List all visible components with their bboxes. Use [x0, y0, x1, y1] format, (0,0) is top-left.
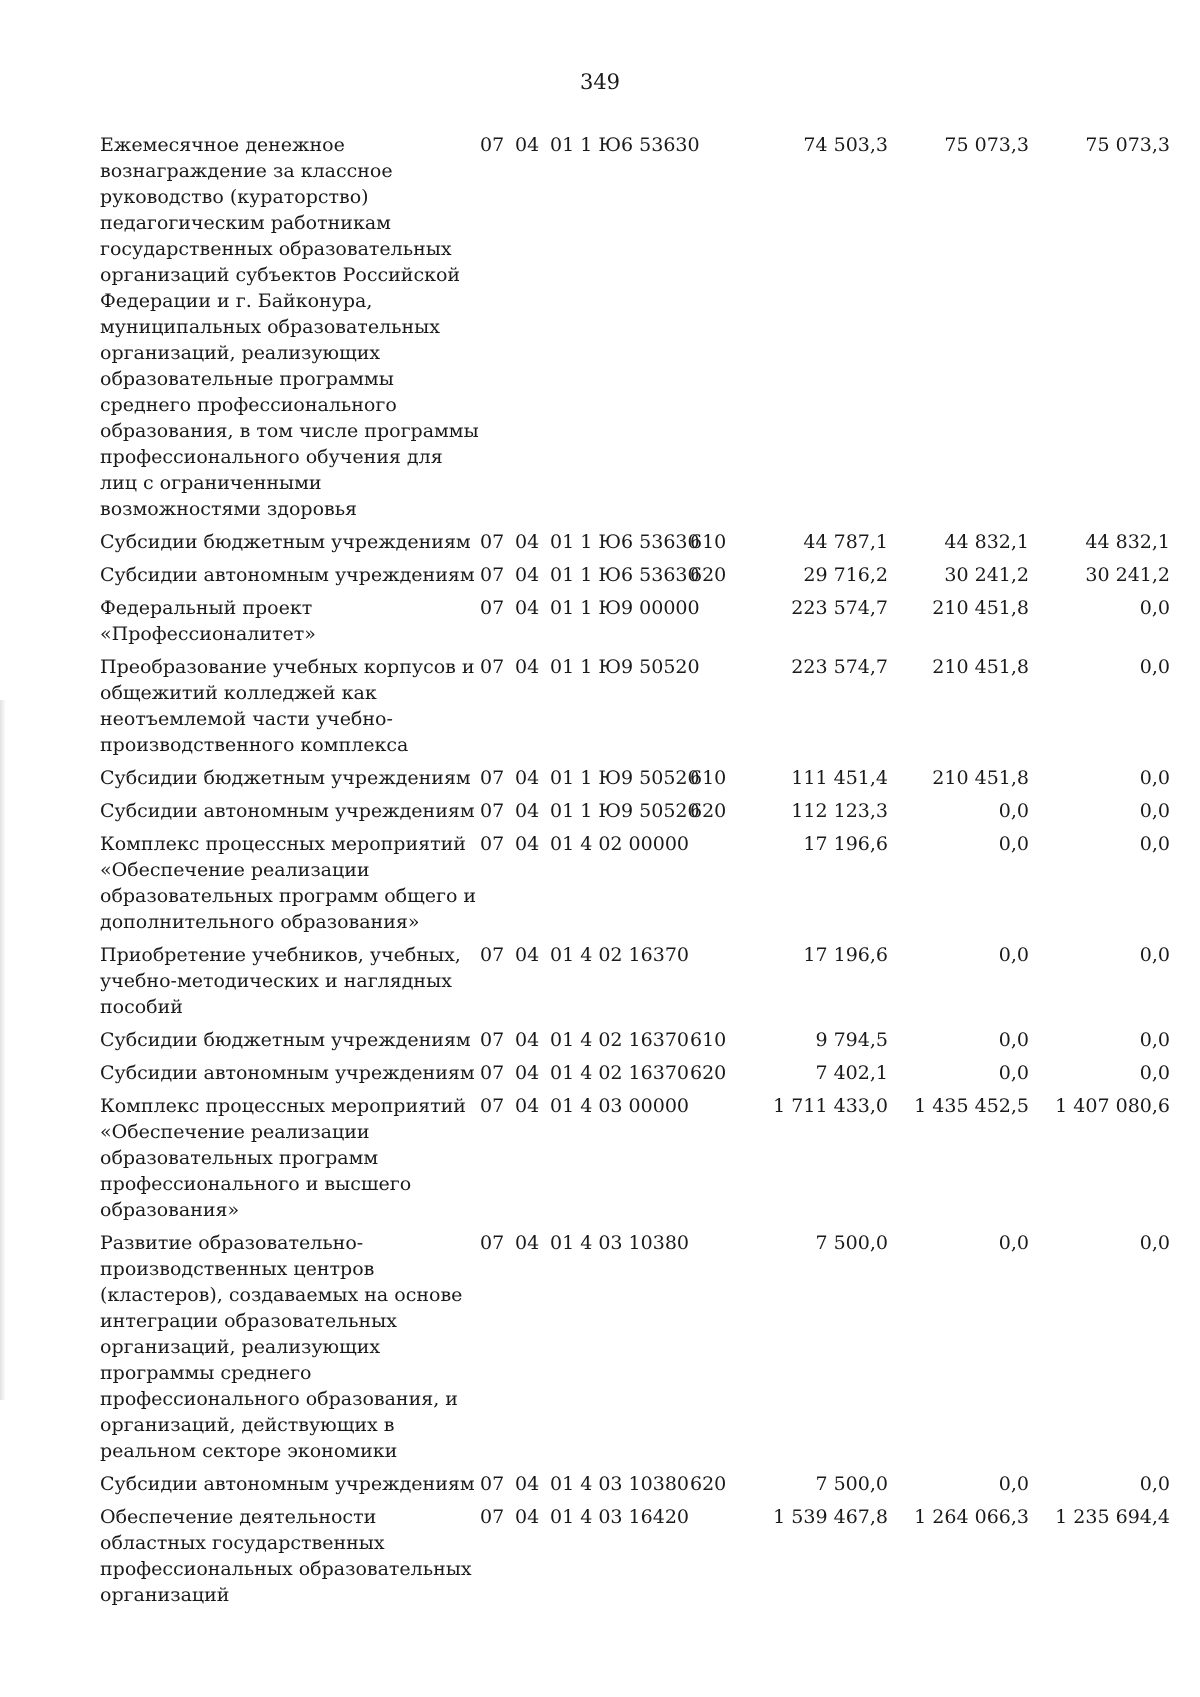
target-article-code: 01 1 Ю9 50520 [550, 656, 700, 678]
item-name: Субсидии автономным учреждениям [100, 1062, 475, 1084]
subsection-code: 04 [515, 597, 540, 619]
amount-year-1: 74 503,3 [803, 134, 888, 156]
amount-year-3: 0,0 [1139, 944, 1170, 966]
target-article-code: 01 4 03 10380 [550, 1232, 690, 1254]
target-article-code: 01 4 03 00000 [550, 1095, 690, 1117]
item-name: Комплекс процессных мероприятий «Обеспечение реализации образовательных программ общего и дополнительного образования» [100, 833, 477, 933]
item-name: Ежемесячное денежное вознаграждение за классное руководство (кураторство) педагогическим работникам государственных образовательных организаций субъектов Российской Федерации и г. Байконура, муниципальных образовательных организаций, реализующих образовательные программы среднего профессионального образования, в том числе программы профессионального обучения для лиц с ограниченными возможностями здоровья [100, 134, 479, 520]
section-code: 07 [480, 531, 505, 553]
subsection-code: 04 [515, 656, 540, 678]
amount-year-1: 1 539 467,8 [773, 1506, 888, 1528]
subsection-code: 04 [515, 944, 540, 966]
expense-type-code [690, 831, 740, 942]
subsection-code: 04 [515, 767, 540, 789]
item-name: Субсидии автономным учреждениям [100, 1473, 475, 1495]
amount-year-2: 0,0 [998, 944, 1029, 966]
expense-type-code: 610 [690, 1029, 727, 1051]
subsection-code: 04 [515, 564, 540, 586]
target-article-code: 01 4 03 16420 [550, 1506, 690, 1528]
amount-year-2: 44 832,1 [944, 531, 1029, 553]
amount-year-3: 44 832,1 [1085, 531, 1170, 553]
amount-year-2: 0,0 [998, 1232, 1029, 1254]
expense-type-code: 610 [690, 531, 727, 553]
subsection-code: 04 [515, 1029, 540, 1051]
item-name: Субсидии бюджетным учреждениям [100, 531, 471, 553]
subsection-code: 04 [515, 1506, 540, 1528]
section-code: 07 [480, 134, 505, 156]
target-article-code: 01 1 Ю9 50520 [550, 800, 700, 822]
item-name: Развитие образовательно-производственных центров (кластеров), создаваемых на основе интеграции образовательных организаций, реализующих программы среднего профессионального образования, и организаций, действующих в реальном секторе экономики [100, 1232, 463, 1462]
item-name: Субсидии автономным учреждениям [100, 564, 475, 586]
table-row [100, 798, 1170, 831]
subsection-code: 04 [515, 1232, 540, 1254]
subsection-code: 04 [515, 531, 540, 553]
target-article-code: 01 4 02 16370 [550, 1062, 690, 1084]
amount-year-3: 0,0 [1139, 1473, 1170, 1495]
budget-table-body [100, 132, 1170, 1615]
section-code: 07 [480, 800, 505, 822]
table-row [100, 595, 1170, 654]
amount-year-2: 30 241,2 [944, 564, 1029, 586]
amount-year-3: 0,0 [1139, 833, 1170, 855]
section-code: 07 [480, 1029, 505, 1051]
amount-year-1: 7 500,0 [815, 1232, 888, 1254]
table-row [100, 1230, 1170, 1471]
amount-year-1: 1 711 433,0 [773, 1095, 888, 1117]
amount-year-1: 29 716,2 [803, 564, 888, 586]
amount-year-2: 0,0 [998, 1029, 1029, 1051]
subsection-code: 04 [515, 800, 540, 822]
table-row [100, 654, 1170, 765]
amount-year-1: 223 574,7 [791, 656, 888, 678]
section-code: 07 [480, 1473, 505, 1495]
item-name: Субсидии бюджетным учреждениям [100, 1029, 471, 1051]
amount-year-2: 0,0 [998, 833, 1029, 855]
amount-year-3: 30 241,2 [1085, 564, 1170, 586]
amount-year-1: 7 500,0 [815, 1473, 888, 1495]
amount-year-2: 210 451,8 [932, 767, 1029, 789]
table-row [100, 562, 1170, 595]
table-row [100, 765, 1170, 798]
amount-year-3: 0,0 [1139, 767, 1170, 789]
target-article-code: 01 1 Ю6 53630 [550, 134, 700, 156]
table-row [100, 132, 1170, 529]
subsection-code: 04 [515, 1095, 540, 1117]
target-article-code: 01 4 02 16370 [550, 1029, 690, 1051]
item-name: Комплекс процессных мероприятий «Обеспечение реализации образовательных программ профессионального и высшего образования» [100, 1095, 466, 1221]
amount-year-1: 112 123,3 [791, 800, 888, 822]
target-article-code: 01 1 Ю6 53630 [550, 531, 700, 553]
subsection-code: 04 [515, 134, 540, 156]
section-code: 07 [480, 564, 505, 586]
amount-year-1: 111 451,4 [791, 767, 888, 789]
scan-edge-shadow [0, 700, 6, 1400]
table-row [100, 1060, 1170, 1093]
subsection-code: 04 [515, 1473, 540, 1495]
expense-type-code [690, 942, 740, 1027]
amount-year-1: 9 794,5 [815, 1029, 888, 1051]
target-article-code: 01 1 Ю9 00000 [550, 597, 700, 619]
section-code: 07 [480, 1062, 505, 1084]
amount-year-2: 1 435 452,5 [914, 1095, 1029, 1117]
page-number: 349 [579, 70, 621, 94]
table-row [100, 1471, 1170, 1504]
expense-type-code [690, 1230, 740, 1471]
amount-year-3: 0,0 [1139, 656, 1170, 678]
amount-year-2: 210 451,8 [932, 597, 1029, 619]
target-article-code: 01 4 02 00000 [550, 833, 690, 855]
amount-year-2: 0,0 [998, 800, 1029, 822]
section-code: 07 [480, 656, 505, 678]
amount-year-1: 223 574,7 [791, 597, 888, 619]
amount-year-3: 75 073,3 [1085, 134, 1170, 156]
amount-year-3: 0,0 [1139, 1029, 1170, 1051]
expense-type-code [690, 1504, 740, 1615]
item-name: Субсидии автономным учреждениям [100, 800, 475, 822]
item-name: Приобретение учебников, учебных, учебно-методических и наглядных пособий [100, 944, 461, 1018]
amount-year-1: 44 787,1 [803, 531, 888, 553]
item-name: Федеральный проект «Профессионалитет» [100, 597, 316, 645]
amount-year-1: 17 196,6 [803, 944, 888, 966]
table-row [100, 942, 1170, 1027]
target-article-code: 01 1 Ю6 53630 [550, 564, 700, 586]
amount-year-3: 0,0 [1139, 1062, 1170, 1084]
expense-type-code [690, 1093, 740, 1230]
item-name: Преобразование учебных корпусов и общежитий колледжей как неотъемлемой части учебно-производственного комплекса [100, 656, 475, 756]
target-article-code: 01 4 03 10380 [550, 1473, 690, 1495]
table-row [100, 1093, 1170, 1230]
table-row [100, 831, 1170, 942]
expense-type-code: 620 [690, 564, 727, 586]
subsection-code: 04 [515, 1062, 540, 1084]
table-row [100, 529, 1170, 562]
amount-year-2: 0,0 [998, 1062, 1029, 1084]
expense-type-code: 620 [690, 1473, 727, 1495]
amount-year-3: 0,0 [1139, 800, 1170, 822]
amount-year-3: 0,0 [1139, 597, 1170, 619]
amount-year-3: 1 407 080,6 [1055, 1095, 1170, 1117]
section-code: 07 [480, 944, 505, 966]
amount-year-3: 1 235 694,4 [1055, 1506, 1170, 1528]
table-row [100, 1504, 1170, 1615]
expense-type-code: 610 [690, 767, 727, 789]
section-code: 07 [480, 833, 505, 855]
item-name: Обеспечение деятельности областных государственных профессиональных образовательных организаций [100, 1506, 472, 1606]
expense-type-code [690, 132, 740, 529]
subsection-code: 04 [515, 833, 540, 855]
section-code: 07 [480, 597, 505, 619]
amount-year-2: 75 073,3 [944, 134, 1029, 156]
target-article-code: 01 1 Ю9 50520 [550, 767, 700, 789]
amount-year-1: 7 402,1 [815, 1062, 888, 1084]
section-code: 07 [480, 1095, 505, 1117]
amount-year-2: 210 451,8 [932, 656, 1029, 678]
target-article-code: 01 4 02 16370 [550, 944, 690, 966]
section-code: 07 [480, 767, 505, 789]
expense-type-code: 620 [690, 800, 727, 822]
table-row [100, 1027, 1170, 1060]
expense-type-code: 620 [690, 1062, 727, 1084]
amount-year-2: 0,0 [998, 1473, 1029, 1495]
budget-table [100, 132, 1170, 1615]
amount-year-1: 17 196,6 [803, 833, 888, 855]
section-code: 07 [480, 1506, 505, 1528]
item-name: Субсидии бюджетным учреждениям [100, 767, 471, 789]
amount-year-3: 0,0 [1139, 1232, 1170, 1254]
section-code: 07 [480, 1232, 505, 1254]
amount-year-2: 1 264 066,3 [914, 1506, 1029, 1528]
